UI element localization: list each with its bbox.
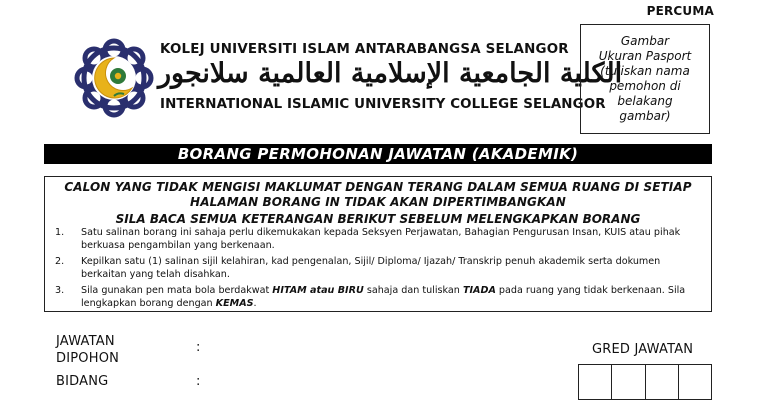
list-item-number: 3. <box>55 285 65 297</box>
photo-box-line: Ukuran Pasport <box>598 49 692 63</box>
field-label-line: DIPOHON <box>56 351 120 366</box>
photo-box-line: (tuliskan nama <box>600 64 690 78</box>
instructions-heading: SILA BACA SEMUA KETERANGAN BERIKUT SEBELUM MELENGKAPKAN BORANG <box>115 212 641 226</box>
field-label-bidang: BIDANG <box>56 374 109 389</box>
instructions-list <box>55 227 707 315</box>
list-item <box>55 256 707 281</box>
emphasis-ink-colors: HITAM atau BIRU <box>272 285 364 297</box>
college-logo-icon <box>74 38 154 118</box>
institution-name-arabic: الكلية الجامعية الإسلامية العالمية سلانجور <box>158 58 623 89</box>
photo-box-line: gambar) <box>619 109 671 123</box>
field-label-gred-jawatan: GRED JAWATAN <box>592 342 694 357</box>
form-title-bar: BORANG PERMOHONAN JAWATAN (AKADEMIK) <box>44 144 712 164</box>
list-item-text: Satu salinan borang ini sahaja perlu dikemukakan kepada Seksyen Perjawatan, Bahagian Pengurusan Insan, KUIS atau pihak berkuasa pengambilan yang berkenaan. <box>81 227 681 251</box>
list-item-number: 2. <box>55 256 65 268</box>
passport-photo-box[interactable] <box>580 24 710 134</box>
gred-input-cell[interactable] <box>646 365 679 399</box>
list-item-text <box>81 285 707 310</box>
emphasis-tiada: TIADA <box>462 285 496 297</box>
list-item-number: 1. <box>55 227 65 238</box>
text-run: Sila gunakan pen mata bola berdakwat <box>81 285 273 297</box>
emphasis-kemas: KEMAS <box>215 297 254 309</box>
photo-box-line: pemohon di <box>609 79 681 93</box>
instructions-box <box>44 176 712 312</box>
photo-box-line: belakang <box>617 94 673 108</box>
gred-input-cell[interactable] <box>679 365 711 399</box>
warning-line-2: HALAMAN BORANG IN TIDAK AKAN DIPERTIMBANGKAN <box>190 195 566 209</box>
gred-input-cell[interactable] <box>612 365 645 399</box>
field-colon: : <box>196 374 201 389</box>
warning-line-1: CALON YANG TIDAK MENGISI MAKLUMAT DENGAN TERANG DALAM SEMUA RUANG DI SETIAP <box>64 180 692 194</box>
list-item-text: Kepilkan satu (1) salinan sijil kelahiran, kad pengenalan, Sijil/ Diploma/ Ijazah/ Transkrip penuh akademik serta dokumen berkaitan yang telah disahkan. <box>81 256 661 280</box>
text-run: pada ruang yang tidak berkenaan. Sila lengkapkan borang dengan <box>81 285 686 309</box>
list-item <box>55 227 707 252</box>
list-item <box>55 285 707 310</box>
institution-name-english: INTERNATIONAL ISLAMIC UNIVERSITY COLLEGE SELANGOR <box>160 97 606 112</box>
field-label-jawatan-dipohon <box>56 333 119 367</box>
free-label: PERCUMA <box>646 4 714 18</box>
gred-jawatan-input-boxes[interactable] <box>578 364 712 400</box>
photo-box-line: Gambar <box>620 34 670 48</box>
text-run: sahaja dan tuliskan <box>363 285 463 297</box>
field-colon: : <box>196 340 201 355</box>
institution-name-malay: KOLEJ UNIVERSITI ISLAM ANTARABANGSA SELANGOR <box>160 42 569 57</box>
text-run: . <box>253 297 257 309</box>
gred-input-cell[interactable] <box>579 365 612 399</box>
field-label-line: JAWATAN <box>56 334 115 349</box>
